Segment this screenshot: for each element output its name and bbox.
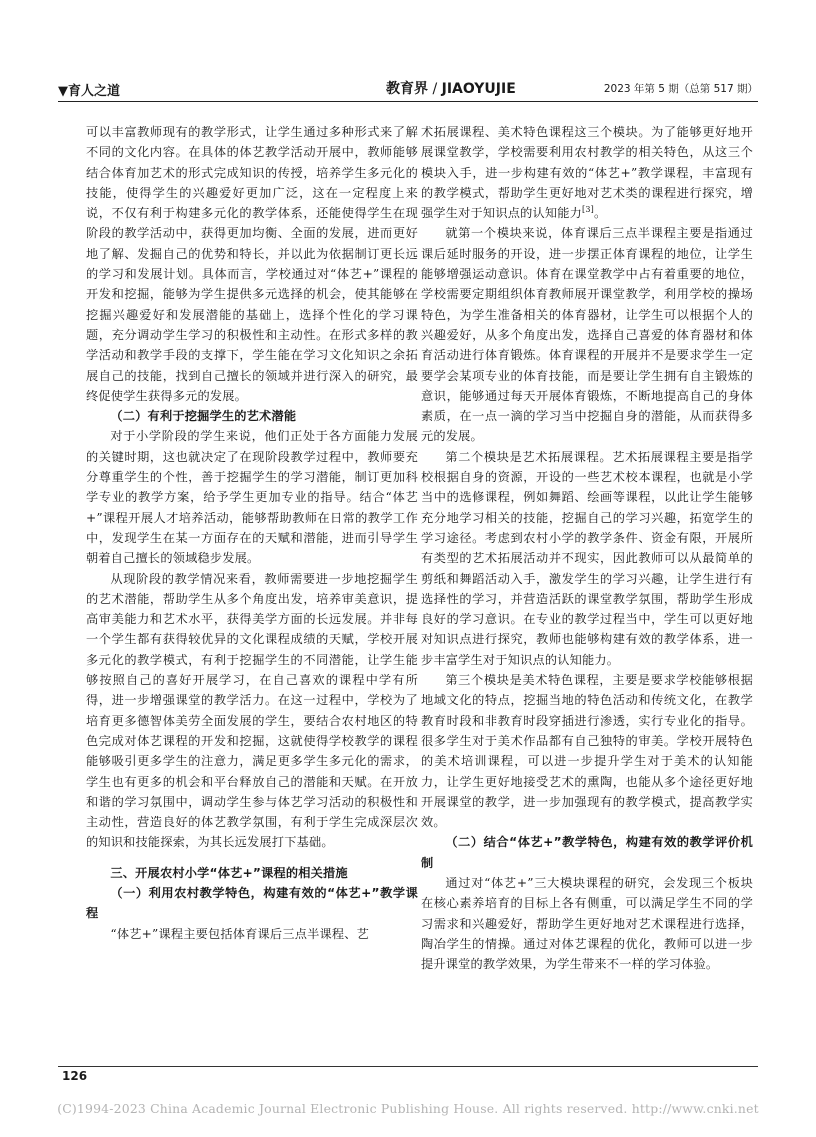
paragraph: 通过对“体艺+”三大模块课程的研究，会发现三个板块在核心素养培育的目标上各有侧重，可以满足学生不同的学习需求和兴趣爱好，帮助学生更好地对艺术课程进行选择，陶冶学生的情操。通过对体艺课程的优化，教师可以进一步提升课堂的教学效果，为学生带来不一样的学习体验。 <box>421 875 753 972</box>
section-label: ▼育人之道 <box>58 84 120 99</box>
paragraph: 可以丰富教师现有的教学形式，让学生通过多种形式来了解不同的文化内容。在具体的体艺教学活动开展中，教师能够结合体育加艺术的形式完成知识的传授，培养学生多元化的技能，使得学生的兴趣爱好更加广泛，这在一定程度上来说，不仅有利于构建多元化的教学体系，还能使得学生在现阶段的教学活动中，获得更加均衡、全面的发展，进而更好地了解、发掘自己的优势和特长，并以此为依据制订更长远的学习和发展计划。具体而言，学校通过对“体艺+”课程的开发和挖掘，能够为学生提供多元选择的机会，使其能够在挖掘兴趣爱好和发展潜能的基础上，选择个性化的学习课题，充分调动学生学习的积极性和主动性。在形式多样的教学活动和教学手段的支撑下，学生能在学习文化知识之余拓展自己的技能，找到自己擅长的领域并进行深入的研究，最终促使学生获得多元的发展。 <box>86 125 418 403</box>
running-header <box>58 78 758 100</box>
subsection-heading: （一）利用农村教学特色，构建有效的“体艺+”教学课程 <box>86 885 418 921</box>
paragraph-end: 。 <box>593 206 607 221</box>
section-heading: 三、开展农村小学“体艺+”课程的相关措施 <box>110 865 348 880</box>
copyright-notice: (C)1994-2023 China Academic Journal Electronic Publishing House. All rights reserved. http://www.cnki.net <box>57 1101 759 1116</box>
page-number: 126 <box>62 1069 88 1083</box>
journal-title-cn: 教育界 <box>386 81 428 97</box>
journal-title-en: JIAOYUJIE <box>441 81 516 97</box>
paragraph: 从现阶段的教学情况来看，教师需要进一步地挖掘学生的艺术潜能，帮助学生从多个角度出发，培养审美意识，提高审美能力和艺术水平，获得美学方面的长远发展。并非每一个学生都有获得较优异的文化课程成绩的天赋，学校开展多元化的教学模式，有利于挖掘学生的不同潜能，让学生能够按照自己的喜好开展学习，在自己喜欢的课程中学有所得，进一步增强课堂的教学活力。在这一过程中，学校为了培育更多德智体美劳全面发展的学生，要结合农村地区的特色完成对体艺课程的开发和挖掘，这就使得学校教学的课程能够吸引更多学生的注意力，满足更多学生多元化的需求，学生也有更多的机会和平台释放自己的潜能和天赋。在开放和谐的学习氛围中，调动学生参与体艺学习活动的积极性和主动性，营造良好的体艺教学氛围，有利于学生完成深层次的知识和技能探索，为其长远发展打下基础。 <box>86 571 418 850</box>
header-rule <box>58 101 758 102</box>
paragraph-text: 术拓展课程、美术特色课程这三个模块。为了能够更好地开展课堂教学，学校需要利用农村教学的相关特色，从这三个模块入手，进一步构建有效的“体艺+”教学课程，丰富现有的教学模式，帮助学生更好地对艺术类的课程进行探究，增强学生对于知识点的认知能力 <box>421 125 753 221</box>
paragraph: 就第一个模块来说，体育课后三点半课程主要是指通过课后延时服务的开设，进一步摆正体育课程的地位，让学生能够增强运动意识。体育在课堂教学中占有着重要的地位，学校需要定期组织体育教师展开课堂教学，利用学校的操场特色，为学生准备相关的体育器材，让学生可以根据个人的兴趣爱好，从多个角度出发，选择自己喜爱的体育器材和体育活动进行体育锻炼。体育课程的开展并不是要求学生一定要学会某项专业的体育技能，而是要让学生拥有自主锻炼的意识，能够通过每天开展体育锻炼，不断地提高自己的身体素质，在一点一滴的学习当中挖掘自身的潜能，从而获得多元的发展。 <box>421 226 753 444</box>
citation-ref: [3] <box>582 205 594 215</box>
subsection-heading: （二）有利于挖掘学生的艺术潜能 <box>110 409 297 424</box>
subsection-heading: （二）结合“体艺+”教学特色，构建有效的教学评价机制 <box>421 835 753 870</box>
paragraph: “体艺+”课程主要包括体育课后三点半课程、艺 <box>110 926 370 941</box>
footer-rule <box>58 1066 758 1067</box>
paragraph: 第三个模块是美术特色课程，主要是要求学校能够根据地域文化的特点，挖掘当地的特色活动和传统文化，在教学教育时段和非教育时段穿插进行渗透，实行专业化的指导。很多学生对于美术作品都有自己独特的审美。学校开展特色的美术培训课程，可以进一步提升学生对于美术的认知能力，让学生更好地接受艺术的熏陶，也能从多个途径更好地开展课堂的教学，进一步加强现有的教学模式，提高教学实效。 <box>421 673 753 830</box>
paragraph <box>421 122 753 223</box>
left-column <box>86 122 418 944</box>
issue-info: 2023 年第 5 期（总第 517 期） <box>603 83 758 95</box>
paragraph: 对于小学阶段的学生来说，他们正处于各方面能力发展的关键时期，这也就决定了在现阶段教学过程中，教师要充分尊重学生的个性，善于挖掘学生的学习潜能，制订更加科学专业的教学方案，给予学生更加专业的指导。结合“体艺+”课程开展人才培养活动，能够帮助教师在日常的教学工作中，发现学生在某一方面存在的天赋和潜能，进而引导学生朝着自己擅长的领域稳步发展。 <box>86 429 418 566</box>
journal-title <box>386 78 516 98</box>
right-column <box>421 122 753 974</box>
paragraph: 第二个模块是艺术拓展课程。艺术拓展课程主要是指学校根据自身的资源，开设的一些艺术校本课程，也就是小学当中的选修课程，例如舞蹈、绘画等课程，以此让学生能够充分地学习相关的技能，挖掘自己的学习兴趣，拓宽学生的学习途径。考虑到农村小学的教学条件、资金有限，开展所有类型的艺术拓展活动并不现实，因此教师可以从最简单的剪纸和舞蹈活动入手，激发学生的学习兴趣，让学生进行有选择性的学习，并营造活跃的课堂教学氛围，帮助学生形成良好的学习意识。在专业的教学过程当中，学生可以更好地对知识点进行探究，教师也能够构建有效的教学体系，进一步丰富学生对于知识点的认知能力。 <box>421 449 753 667</box>
title-separator: / <box>428 81 442 97</box>
